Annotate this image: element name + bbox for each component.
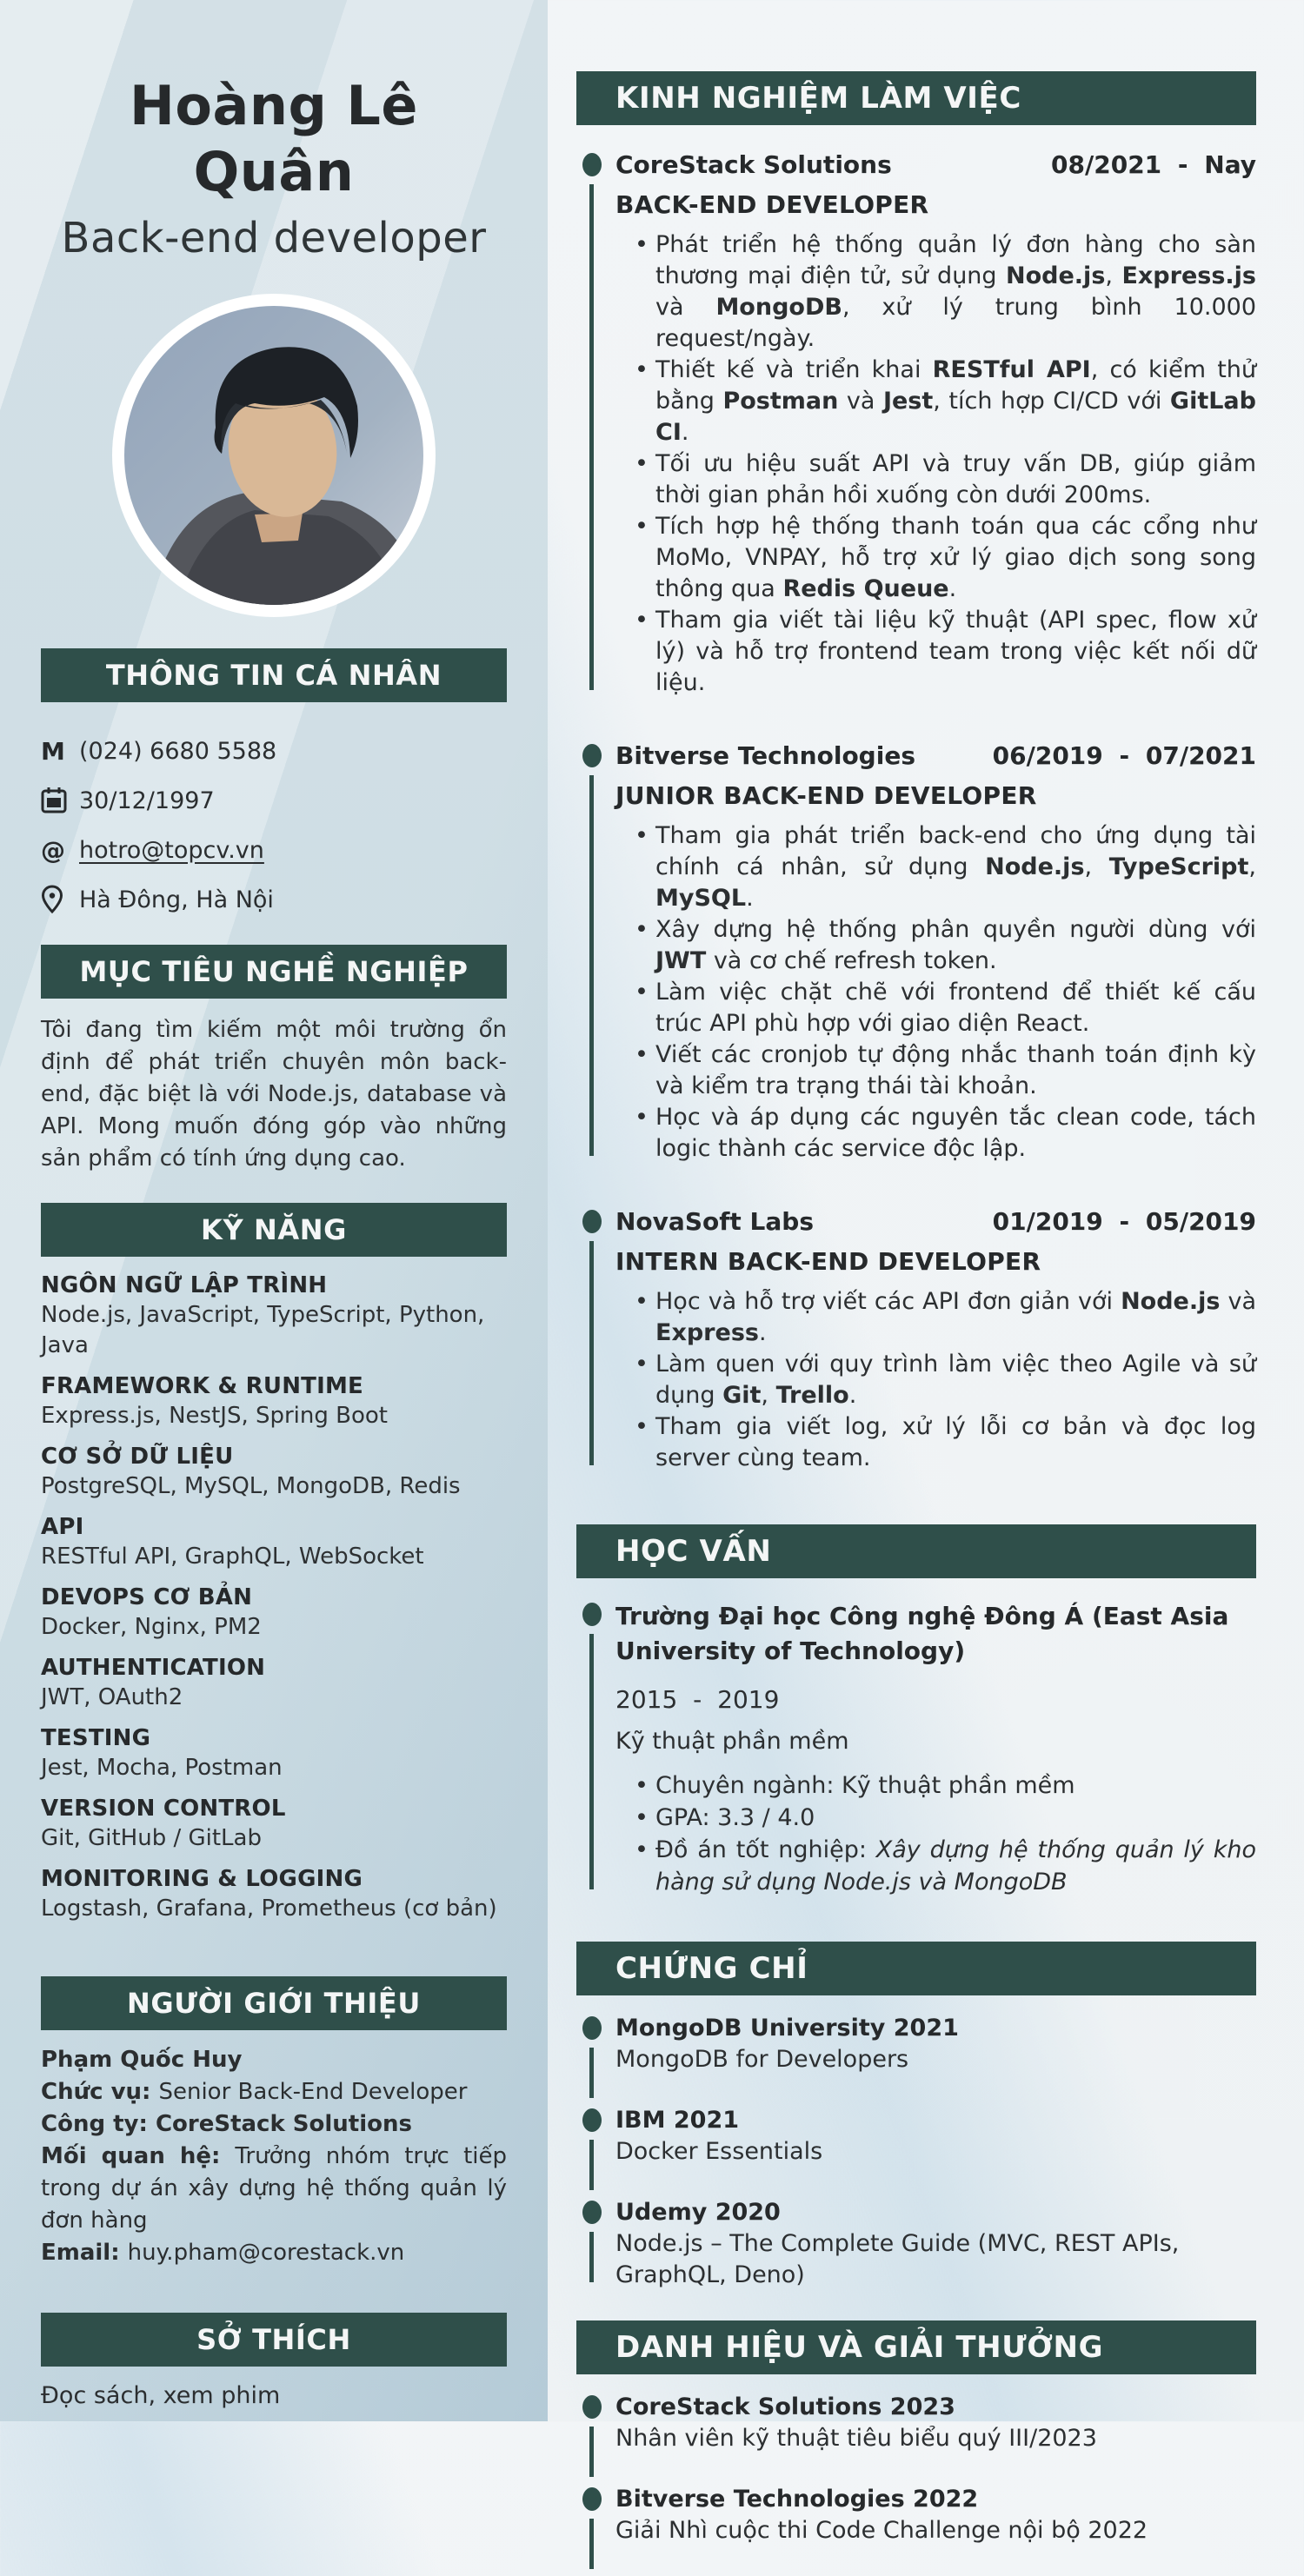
awards-list bbox=[576, 2392, 1256, 2546]
skill-group-value: Logstash, Grafana, Prometheus (cơ bản) bbox=[41, 1895, 497, 1922]
skill-group-label: MONITORING & LOGGING bbox=[41, 1866, 363, 1892]
text-segment: , tích hợp CI/CD với bbox=[933, 388, 1170, 415]
bullet-item bbox=[615, 448, 1256, 511]
text-segment: Học và áp dụng các nguyên tắc clean code, tách logic thành các service độc lập. bbox=[655, 1104, 1256, 1162]
timeline-dot bbox=[582, 744, 602, 767]
text-segment: Node.js bbox=[1006, 262, 1106, 289]
award-entry-description: Giải Nhì cuộc thi Code Challenge nội bộ 2022 bbox=[615, 2517, 1148, 2544]
timeline-line bbox=[589, 1634, 594, 1889]
timeline-dot bbox=[582, 1603, 602, 1626]
timeline-dot bbox=[582, 2108, 602, 2132]
certificate-entry bbox=[615, 2197, 1256, 2291]
education-entry bbox=[615, 1599, 1256, 1898]
text-segment: Senior Back-End Developer bbox=[158, 2079, 468, 2105]
text-segment: . bbox=[758, 1319, 767, 1346]
text-segment: Git bbox=[722, 1382, 762, 1409]
text-segment: MySQL bbox=[655, 885, 747, 912]
timeline-line bbox=[589, 1241, 594, 1465]
timeline-dot bbox=[582, 2201, 602, 2224]
experience-entry bbox=[615, 149, 1256, 699]
text-segment: , bbox=[1084, 853, 1109, 880]
section-header-hobbies bbox=[41, 2313, 507, 2367]
certificates-list bbox=[576, 2013, 1256, 2291]
certificate-entry-description: Node.js – The Complete Guide (MVC, REST APIs, GraphQL, Deno) bbox=[615, 2230, 1180, 2288]
text-segment: , có kiểm thử bằng bbox=[655, 356, 1257, 415]
skill-group-value: Jest, Mocha, Postman bbox=[41, 1755, 283, 1781]
text-segment: MongoDB bbox=[715, 294, 842, 321]
contact-value: Hà Đông, Hà Nội bbox=[79, 886, 274, 913]
left-sidebar bbox=[0, 0, 548, 2421]
calendar-icon bbox=[41, 787, 79, 814]
contact-row bbox=[41, 734, 507, 768]
certificate-entry-title: Udemy 2020 bbox=[615, 2199, 781, 2226]
bullet-item bbox=[615, 1834, 1256, 1898]
text-segment: , xử lý trung bình 10.000 request/ngày. bbox=[655, 294, 1256, 352]
experience-list bbox=[576, 149, 1256, 1474]
text-segment: Xây dựng hệ thống quản lý kho hàng sử dụng Node.js và MongoDB bbox=[655, 1836, 1256, 1895]
text-segment: và bbox=[655, 294, 716, 321]
certificate-entry-title: IBM 2021 bbox=[615, 2107, 740, 2134]
experience-entry bbox=[615, 740, 1256, 1165]
text-segment: Viết các cronjob tự động nhắc thanh toán định kỳ và kiểm tra trạng thái tài khoản. bbox=[655, 1041, 1256, 1099]
skill-group-label: CƠ SỞ DỮ LIỆU bbox=[41, 1444, 234, 1470]
bullet-list bbox=[615, 820, 1256, 1165]
timeline-line bbox=[589, 775, 594, 1156]
text-segment: huy.pham@corestack.vn bbox=[127, 2240, 405, 2266]
text-segment: Xây dựng hệ thống phân quyền người dùng với bbox=[655, 916, 1256, 943]
bullet-item bbox=[615, 977, 1256, 1039]
certificate-entry-description: Docker Essentials bbox=[615, 2138, 823, 2165]
period-range: 06/2019 - 07/2021 bbox=[992, 741, 1256, 770]
text-segment: Express bbox=[655, 1319, 759, 1346]
text-segment: Trello bbox=[775, 1382, 849, 1409]
contact-value[interactable]: hotro@topcv.vn bbox=[79, 836, 264, 864]
text-segment: Jest bbox=[882, 388, 934, 415]
person-name: Hoàng Lê Quân bbox=[130, 74, 418, 203]
skill-group-label: AUTHENTICATION bbox=[41, 1655, 266, 1681]
section-header-certificates bbox=[576, 1942, 1256, 1995]
text-segment: Học và hỗ trợ viết các API đơn giản với bbox=[655, 1288, 1121, 1315]
reference-line bbox=[41, 2237, 507, 2269]
text-segment: Tham gia viết log, xử lý lỗi cơ bản và đọc log server cùng team. bbox=[655, 1413, 1256, 1471]
reference-line bbox=[41, 2076, 507, 2108]
references-block bbox=[41, 2044, 507, 2269]
bullet-item bbox=[615, 355, 1256, 448]
text-segment: . bbox=[948, 575, 957, 602]
section-header-label: HỌC VẤN bbox=[615, 1534, 772, 1569]
timeline-dot bbox=[582, 2395, 602, 2419]
section-header-label: DANH HIỆU VÀ GIẢI THƯỞNG bbox=[615, 2330, 1104, 2365]
timeline-dot bbox=[582, 153, 602, 176]
text-segment: Phát triển hệ thống quản lý đơn hàng cho sàn thương mại điện tử, sử dụng bbox=[655, 231, 1256, 289]
text-segment: Tham gia phát triển back-end cho ứng dụng tài chính cá nhân, sử dụng bbox=[655, 822, 1256, 880]
text-segment: Đồ án tốt nghiệp: bbox=[655, 1836, 876, 1863]
timeline-line bbox=[589, 184, 594, 690]
text-segment: TypeScript bbox=[1108, 853, 1249, 880]
reference-line bbox=[41, 2044, 507, 2076]
text-segment: Tối ưu hiệu suất API và truy vấn DB, giúp giảm thời gian phản hồi xuống còn dưới 200ms. bbox=[655, 450, 1256, 508]
profile-photo-illustration bbox=[124, 306, 423, 605]
section-header-label: SỞ THÍCH bbox=[196, 2323, 351, 2356]
company-row bbox=[615, 1206, 1256, 1238]
text-segment: Tích hợp hệ thống thanh toán qua các cổng như MoMo, VNPAY, hỗ trợ xử lý giao dịch song song thông qua bbox=[655, 513, 1256, 602]
section-header-label: KINH NGHIỆM LÀM VIỆC bbox=[615, 81, 1021, 116]
bullet-item bbox=[615, 914, 1256, 977]
skill-group-label: DEVOPS CƠ BẢN bbox=[41, 1584, 253, 1610]
education-major: Kỹ thuật phần mềm bbox=[615, 1728, 849, 1755]
award-entry-description: Nhân viên kỹ thuật tiêu biểu quý III/2023 bbox=[615, 2425, 1097, 2452]
award-entry-title: CoreStack Solutions 2023 bbox=[615, 2393, 955, 2420]
section-header-objective bbox=[41, 945, 507, 999]
section-header-label: CHỨNG CHỈ bbox=[615, 1951, 808, 1986]
text-segment: , bbox=[761, 1382, 776, 1409]
award-entry bbox=[615, 2392, 1256, 2454]
certificate-entry bbox=[615, 2013, 1256, 2075]
experience-entry bbox=[615, 1206, 1256, 1474]
text-segment: Làm việc chặt chẽ với frontend để thiết kế cấu trúc API phù hợp với giao diện React. bbox=[655, 979, 1256, 1037]
timeline-line bbox=[589, 2519, 594, 2569]
section-header-label: KỸ NĂNG bbox=[201, 1213, 347, 1246]
text-segment: Email: bbox=[41, 2240, 128, 2266]
text-segment: , bbox=[1248, 853, 1256, 880]
award-entry bbox=[615, 2484, 1256, 2546]
period-range: 01/2019 - 05/2019 bbox=[992, 1207, 1256, 1236]
section-header-references bbox=[41, 1976, 507, 2030]
certificate-entry-description: MongoDB for Developers bbox=[615, 2046, 909, 2073]
text-segment: GPA: 3.3 / 4.0 bbox=[655, 1804, 815, 1831]
contact-row bbox=[41, 783, 507, 818]
bullet-item bbox=[615, 229, 1256, 355]
bullet-item bbox=[615, 1286, 1256, 1349]
text-segment: và cơ chế refresh token. bbox=[706, 947, 997, 974]
company-row bbox=[615, 149, 1256, 181]
text-segment: Redis Queue bbox=[782, 575, 949, 602]
company-name: NovaSoft Labs bbox=[615, 1207, 814, 1236]
bullet-item bbox=[615, 605, 1256, 699]
text-segment: Chuyên ngành: Kỹ thuật phần mềm bbox=[655, 1772, 1075, 1799]
text-segment: Trưởng nhóm trực tiếp trong dự án xây dựng hệ thống quản lý đơn hàng bbox=[41, 2143, 507, 2234]
section-header-experience bbox=[576, 71, 1256, 125]
bullet-item bbox=[615, 1411, 1256, 1474]
bullet-item bbox=[615, 1039, 1256, 1102]
text-segment: Express.js bbox=[1121, 262, 1256, 289]
company-name: CoreStack Solutions bbox=[615, 150, 892, 179]
skill-group-value: Node.js, JavaScript, TypeScript, Python, Java bbox=[41, 1302, 485, 1358]
skill-group-value: Docker, Nginx, PM2 bbox=[41, 1614, 262, 1640]
contact-list bbox=[41, 734, 507, 917]
reference-line bbox=[41, 2141, 507, 2237]
section-header-label: THÔNG TIN CÁ NHÂN bbox=[105, 659, 442, 692]
bullet-list bbox=[615, 229, 1256, 699]
text-segment: GitLab CI bbox=[655, 388, 1256, 446]
bullet-item bbox=[615, 511, 1256, 605]
text-segment: Node.js bbox=[985, 853, 1085, 880]
email-icon: @ bbox=[41, 835, 65, 865]
text-segment: Chức vụ: bbox=[41, 2079, 159, 2105]
text-segment: JWT bbox=[655, 947, 707, 974]
school-name: Trường Đại học Công nghệ Đông Á (East Asia University of Technology) bbox=[615, 1602, 1229, 1665]
contact-value: (024) 6680 5588 bbox=[79, 737, 277, 765]
skill-group-value: RESTful API, GraphQL, WebSocket bbox=[41, 1544, 424, 1570]
company-row bbox=[615, 740, 1256, 772]
timeline-dot bbox=[582, 1210, 602, 1233]
section-header-label: NGƯỜI GIỚI THIỆU bbox=[127, 1987, 421, 2020]
text-segment: Công ty: CoreStack Solutions bbox=[41, 2111, 412, 2137]
bullet-item bbox=[615, 1769, 1256, 1802]
text-segment: Làm quen với quy trình làm việc theo Agile và sử dụng bbox=[655, 1351, 1256, 1409]
skills-list bbox=[41, 1271, 507, 1924]
section-header-skills bbox=[41, 1203, 507, 1257]
reference-line bbox=[41, 2108, 507, 2141]
text-segment: và bbox=[838, 388, 883, 415]
bullet-list bbox=[615, 1286, 1256, 1474]
text-segment: . bbox=[746, 885, 754, 912]
text-segment: Mối quan hệ: bbox=[41, 2143, 236, 2169]
award-entry-title: Bitverse Technologies 2022 bbox=[615, 2486, 979, 2513]
skill-group-value: PostgreSQL, MySQL, MongoDB, Redis bbox=[41, 1473, 461, 1499]
skill-group-label: API bbox=[41, 1514, 84, 1540]
contact-row bbox=[41, 882, 507, 917]
text-segment: . bbox=[848, 1382, 857, 1409]
bullet-item bbox=[615, 820, 1256, 914]
person-job-title: Back-end developer bbox=[61, 214, 487, 262]
section-header-education bbox=[576, 1524, 1256, 1578]
skill-group-value: Git, GitHub / GitLab bbox=[41, 1825, 262, 1851]
main-content bbox=[576, 0, 1256, 2576]
text-segment: Phạm Quốc Huy bbox=[41, 2047, 243, 2073]
text-segment: Postman bbox=[722, 388, 839, 415]
timeline-line bbox=[589, 2427, 594, 2477]
section-header-label: MỤC TIÊU NGHỀ NGHIỆP bbox=[79, 955, 469, 988]
text-segment: . bbox=[681, 419, 689, 446]
role-title: BACK-END DEVELOPER bbox=[615, 190, 929, 219]
skill-group-value: JWT, OAuth2 bbox=[41, 1684, 183, 1710]
timeline-line bbox=[589, 2232, 594, 2282]
skill-group-label: NGÔN NGỮ LẬP TRÌNH bbox=[41, 1272, 328, 1298]
section-header-awards bbox=[576, 2320, 1256, 2374]
text-segment: RESTful API bbox=[932, 356, 1091, 383]
section-header-personal-info bbox=[41, 648, 507, 702]
text-segment: và bbox=[1220, 1288, 1256, 1315]
bullet-item bbox=[615, 1102, 1256, 1165]
timeline-line bbox=[589, 2140, 594, 2190]
avatar bbox=[112, 294, 436, 617]
timeline-line bbox=[589, 2048, 594, 2098]
timeline-dot bbox=[582, 2487, 602, 2511]
skill-group-label: TESTING bbox=[41, 1725, 151, 1751]
phone-icon: M bbox=[41, 736, 65, 766]
profile-photo bbox=[124, 306, 423, 605]
role-title: JUNIOR BACK-END DEVELOPER bbox=[615, 781, 1037, 810]
role-title: INTERN BACK-END DEVELOPER bbox=[615, 1247, 1041, 1276]
bullet-item bbox=[615, 1349, 1256, 1411]
hobbies-text: Đọc sách, xem phim bbox=[41, 2382, 281, 2409]
contact-value: 30/12/1997 bbox=[79, 787, 215, 814]
skill-group-label: VERSION CONTROL bbox=[41, 1796, 286, 1822]
education-period: 2015 - 2019 bbox=[615, 1685, 780, 1714]
certificate-entry bbox=[615, 2105, 1256, 2168]
education-bullets bbox=[615, 1769, 1256, 1898]
location-icon bbox=[41, 885, 79, 914]
objective-text: Tôi đang tìm kiếm một môi trường ổn định để phát triển chuyên môn back-end, đặc biệt là với Node.js, database và API. Mong muốn đóng góp vào những sản phẩm có tính ứng dụng cao. bbox=[41, 1017, 507, 1172]
text-segment: Tham gia viết tài liệu kỹ thuật (API spec, flow xử lý) và hỗ trợ frontend team trong việc kết nối dữ liệu. bbox=[655, 607, 1256, 696]
company-name: Bitverse Technologies bbox=[615, 741, 915, 770]
skill-group-value: Express.js, NestJS, Spring Boot bbox=[41, 1403, 388, 1429]
certificate-entry-title: MongoDB University 2021 bbox=[615, 2015, 959, 2042]
skill-group-label: FRAMEWORK & RUNTIME bbox=[41, 1373, 363, 1399]
timeline-dot bbox=[582, 2016, 602, 2040]
bullet-item bbox=[615, 1802, 1256, 1834]
text-segment: , bbox=[1105, 262, 1122, 289]
period-range: 08/2021 - Nay bbox=[1051, 150, 1256, 179]
contact-row bbox=[41, 833, 507, 867]
text-segment: Thiết kế và triển khai bbox=[655, 356, 933, 383]
text-segment: Node.js bbox=[1121, 1288, 1221, 1315]
